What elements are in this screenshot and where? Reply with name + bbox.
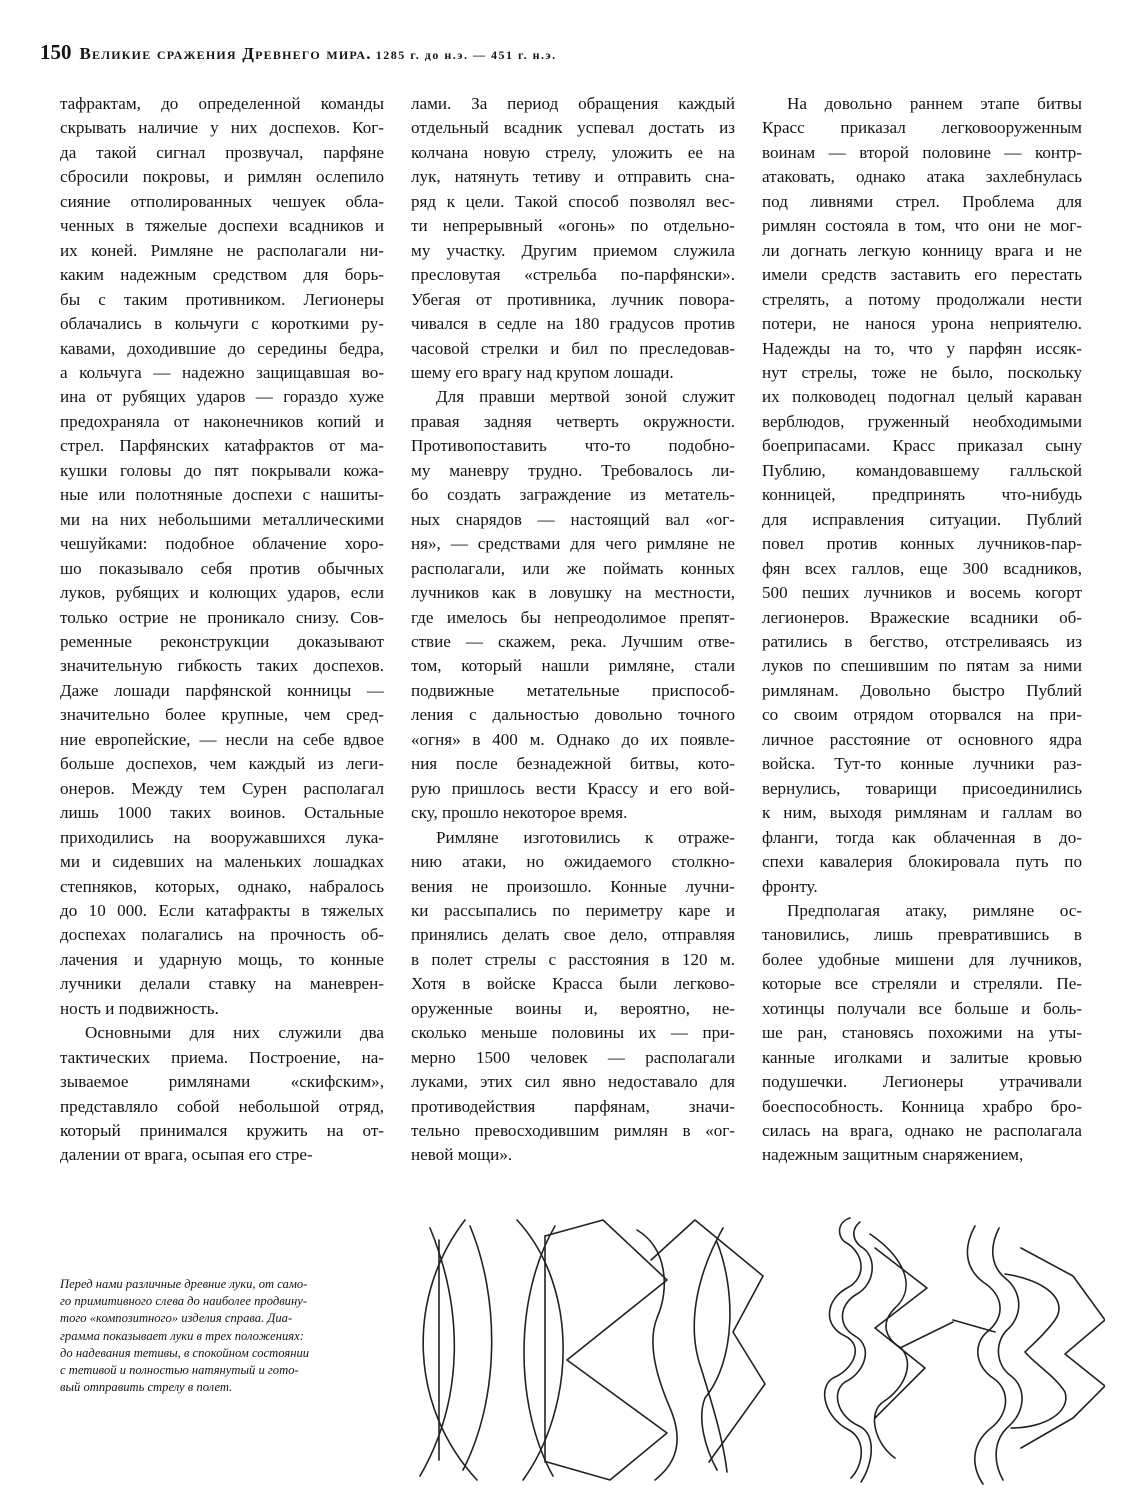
text-line: лишь 1000 таких воинов. Остальные [60, 803, 384, 823]
text-line: зываемое римлянами «скифским», [60, 1072, 384, 1092]
text-line: верблюдов, груженный необходимыми [762, 411, 1082, 431]
text-line: шему его врагу над крупом лошади. [411, 362, 674, 382]
composite-bow-figure [953, 1226, 1105, 1484]
text-line: ки рассыпались по периметру каре и [411, 900, 735, 920]
text-line: доспехах полагались на прочность об- [60, 925, 384, 945]
text-line: фланги, тогда как облаченная в до- [762, 827, 1082, 847]
text-line: спехи кавалерия блокировала путь по [762, 852, 1082, 872]
text-line: который принимался кружить на от- [60, 1121, 384, 1141]
text-line: мерно 1500 человек — располагали [411, 1047, 735, 1067]
running-header [40, 40, 1100, 74]
text-line: вения не произошло. Конные лучни- [411, 876, 735, 896]
text-line: На довольно раннем этапе битвы [787, 94, 1082, 113]
text-line: приходились на вооружавшихся лука- [60, 827, 384, 847]
text-line: рую пришлось вести Крассу и его вой- [411, 778, 735, 798]
text-line: ти непрерывный «огонь» по отдельно- [411, 216, 735, 236]
text-line: подушечки. Легионеры утрачивали [762, 1072, 1082, 1092]
text-line: тактических приема. Построение, на- [60, 1047, 384, 1067]
figure-caption [60, 1276, 394, 1396]
bows-diagram [405, 1208, 1105, 1491]
text-line: сияние отполированных чешуек обла- [60, 191, 384, 211]
text-line: легионеров. Вражеские всадники об- [762, 607, 1082, 627]
text-line: правая задняя четверть окружности. [411, 411, 735, 431]
text-line: колчана новую стрелу, уложить ее на [411, 142, 735, 162]
paragraph [762, 92, 1082, 899]
text-line: принялись делать свое дело, отправляя [411, 925, 735, 945]
text-line: римлян состояла в том, что они не мог- [762, 216, 1082, 236]
text-line: чешуйками: подобное облачение хоро- [60, 534, 384, 554]
text-line: ряд к цели. Такой способ позволял вес- [411, 191, 735, 211]
text-line: чивался в седле на 180 градусов против [411, 314, 735, 334]
text-line: силась на врага, однако не располагала [762, 1121, 1082, 1141]
caption-line: го примитивного слева до наиболее продвину- [60, 1294, 307, 1309]
paragraph [411, 385, 735, 825]
page-number: 150 [40, 40, 72, 64]
text-line: войска. Тут-то конные лучники раз- [762, 754, 1082, 774]
text-line: ми на них небольшими металлическими [60, 509, 384, 529]
text-line: их полководец подогнал целый караван [762, 387, 1082, 407]
text-line: степняков, которых, однако, набралось [60, 876, 384, 896]
text-line: нию атаки, но ожидаемого столкно- [411, 852, 735, 872]
text-line: Римляне изготовились к отраже- [436, 827, 735, 847]
text-line: их коней. Римляне не располагали ни- [60, 240, 384, 260]
caption-line: грамма показывает луки в трех положениях: [60, 1328, 304, 1343]
text-line: том, который нашли римляне, стали [411, 656, 735, 676]
text-line: му маневру трудно. Требовалось ли- [411, 460, 735, 480]
recurve-bow-figure [825, 1218, 953, 1482]
text-line: пресловутая «стрельба по-парфянски». [411, 265, 735, 285]
book-dates: 1285 г. до н.э. — 451 г. н.э. [375, 48, 557, 62]
text-line: ние европейские, — несли на себе вдвое [60, 729, 384, 749]
text-line: Для правши мертвой зоной служит [436, 387, 735, 407]
text-line: оруженные воины и, вероятно, не- [411, 998, 735, 1018]
text-line: значительно более крупные, чем сред- [60, 705, 384, 725]
text-line: Публию, командовавшему галльской [762, 460, 1082, 480]
text-line: надежным защитным снаряжением, [762, 1145, 1024, 1165]
text-line: тановились, лишь превратившись в [762, 925, 1082, 945]
caption-line: до надевания тетивы, в спокойном состоянии [60, 1345, 310, 1360]
text-line: в полет стрелы с расстояния в 120 м. [411, 949, 735, 969]
text-line: Красс приказал легковооруженным [762, 118, 1082, 138]
text-line: хотинцы получали все больше и боль- [762, 998, 1082, 1018]
text-line: а кольчуга — надежно защищавшая во- [60, 362, 384, 382]
text-line: которые все стреляли и стреляли. Пе- [762, 974, 1082, 994]
text-line: невой мощи». [411, 1145, 513, 1165]
text-line: часовой стрелки и бил по преследовав- [411, 338, 735, 358]
text-line: ратились в бегство, отстреливаясь из [762, 631, 1082, 651]
text-line: до 10 000. Если катафракты в тяжелых [60, 900, 384, 920]
text-line: Надежды на то, что у парфян иссяк- [762, 338, 1082, 358]
text-line: да такой сигнал прозвучал, парфяне [60, 142, 384, 162]
text-line: Основными для них служили два [85, 1023, 384, 1043]
text-line: Противопоставить что-то подобно- [411, 436, 735, 456]
text-line: лук, натянуть тетиву и отправить сна- [411, 167, 735, 187]
text-line: повел против конных лучников-пар- [762, 534, 1082, 554]
text-line: Убегая от противника, лучник повора- [411, 289, 735, 309]
text-line: фян всех галлов, еще 300 всадников, [762, 558, 1082, 578]
text-line: бы с таким противником. Легионеры [60, 289, 384, 309]
text-line: более удобные мишени для лучников, [762, 949, 1082, 969]
text-line: атаковать, однако атака захлебнулась [762, 167, 1082, 187]
text-line: лучников как в ловушку на местности, [411, 583, 735, 603]
text-line: под ливнями стрел. Проблема для [762, 191, 1082, 211]
text-line: облачались в кольчуги с короткими ру- [60, 314, 384, 334]
text-line: подвижные метательные приспособ- [411, 680, 735, 700]
text-line: ми и сидевших на маленьких лошадках [60, 852, 384, 872]
text-line: римлянам. Довольно быстро Публий [762, 680, 1082, 700]
text-line: имели средств заставить его перестать [762, 265, 1082, 285]
text-column-2 [411, 92, 735, 1168]
text-line: Даже лошади парфянской конницы — [60, 680, 384, 700]
text-line: ные или полотняные доспехи с нашиты- [60, 485, 384, 505]
text-line: ных снарядов — настоящий вал «ог- [411, 509, 735, 529]
text-line: где имелось бы непреодолимое препят- [411, 607, 735, 627]
text-column-1 [60, 92, 384, 1168]
caption-line: с тетивой и полностью натянутый и гото- [60, 1363, 299, 1378]
paragraph [762, 899, 1082, 1168]
text-line: Хотя в войске Красса были легково- [411, 974, 735, 994]
text-line: бо создать заграждение из метатель- [411, 485, 735, 505]
text-line: конницей, предпринять что-нибудь [762, 485, 1082, 505]
text-line: канные иголками и залитые кровью [762, 1047, 1082, 1067]
text-line: ску, прошло некоторое время. [411, 803, 628, 823]
text-line: стрел. Парфянских катафрактов от ма- [60, 436, 384, 456]
text-line: ствие — скажем, река. Лучшим отве- [411, 631, 735, 651]
text-line: ше ран, становясь похожими на уты- [762, 1023, 1082, 1043]
text-line: лами. За период обращения каждый [411, 94, 735, 113]
longbow-figure [517, 1220, 667, 1480]
text-line: вернулись, товарищи присоединились [762, 778, 1082, 798]
text-line: лучники делали ставку на маневрен- [60, 974, 384, 994]
text-line: ния после безнадежной битвы, кото- [411, 754, 735, 774]
text-line: ременные реконструкции доказывают [60, 631, 384, 651]
paragraph [60, 1021, 384, 1168]
text-line: личное расстояние от основного ядра [762, 729, 1082, 749]
text-line: отдельный всадник успевал достать из [411, 118, 735, 138]
text-line: ность и подвижность. [60, 998, 219, 1018]
text-line: боеспособность. Конница храбро бро- [762, 1096, 1082, 1116]
text-line: со своим отрядом оторвался на при- [762, 705, 1082, 725]
text-line: стрелять, а потому продолжали нести [762, 289, 1082, 309]
text-line: ина от рубящих ударов — гораздо хуже [60, 387, 384, 407]
text-line: шо показывало себя против обычных [60, 558, 384, 578]
text-line: тельно превосходившим римлян в «ог- [411, 1121, 735, 1141]
text-line: каким надежным средством для борь- [60, 265, 384, 285]
caption-line: того «композитного» изделия справа. Диа- [60, 1311, 293, 1326]
text-line: онеров. Между тем Сурен располагал [60, 778, 384, 798]
text-line: луками, этих сил явно недоставало для [411, 1072, 735, 1092]
text-line: кавами, доходившие до середины бедра, [60, 338, 384, 358]
text-line: далении от врага, осыпая его стре- [60, 1145, 313, 1165]
text-line: Предполагая атаку, римляне ос- [787, 900, 1082, 920]
text-line: луков по спешившим по пятам за ними [762, 656, 1082, 676]
text-line: нут стрелы, тоже не было, поскольку [762, 362, 1082, 382]
text-line: тафрактам, до определенной команды [60, 94, 384, 113]
caption-line: вый отправить стрелу в полет. [60, 1380, 233, 1395]
text-line: представляло собой небольшой отряд, [60, 1096, 384, 1116]
text-line: му участку. Другим приемом служила [411, 240, 735, 260]
paragraph [411, 92, 735, 385]
text-line: ченных в тяжелые доспехи всадников и [60, 216, 384, 236]
caption-line: Перед нами различные древние луки, от само- [60, 1277, 308, 1291]
text-line: значительную гибкость таких доспехов. [60, 656, 384, 676]
text-line: сколько меньше половины их — при- [411, 1023, 735, 1043]
text-line: больше доспехов, чем каждый из леги- [60, 754, 384, 774]
text-line: потери, не нанося урона неприятелю. [762, 314, 1082, 334]
text-line: к ним, выходя римлянам и галлам во [762, 803, 1082, 823]
text-line: 500 пеших лучников и восемь когорт [762, 583, 1082, 603]
text-line: для исправления ситуации. Публий [762, 509, 1082, 529]
text-line: кушки головы до пят покрывали кожа- [60, 460, 384, 480]
simple-bow-figure [420, 1220, 492, 1480]
text-line: воинам — второй половине — контр- [762, 142, 1082, 162]
text-line: только острие не проникало снизу. Сов- [60, 607, 384, 627]
book-title: Великие сражения Древнего мира. [79, 44, 372, 63]
text-line: предохраняла от наконечников копий и [60, 411, 384, 431]
text-line: «огня» в 400 м. Однако до их появле- [411, 729, 735, 749]
text-line: скрывать наличие у них доспехов. Ког- [60, 118, 384, 138]
paragraph [60, 92, 384, 1021]
text-line: ня», — средствами для чего римляне не [411, 534, 735, 554]
text-line: располагали, или же поймать конных [411, 558, 735, 578]
text-line: ли догнать легкую конницу врага и не [762, 240, 1082, 260]
text-line: фронту. [762, 876, 818, 896]
text-line: ления с дальностью довольно точного [411, 705, 735, 725]
text-line: боеприпасами. Красс приказал сыну [762, 436, 1082, 456]
paragraph [411, 826, 735, 1168]
text-line: противодействия парфянам, значи- [411, 1096, 735, 1116]
text-line: лачения и ударную мощь, то конные [60, 949, 384, 969]
text-column-3 [762, 92, 1082, 1168]
text-line: луков, рубящих и колющих ударов, если [60, 583, 384, 603]
text-line: сбросили покровы, и римлян ослепило [60, 167, 384, 187]
